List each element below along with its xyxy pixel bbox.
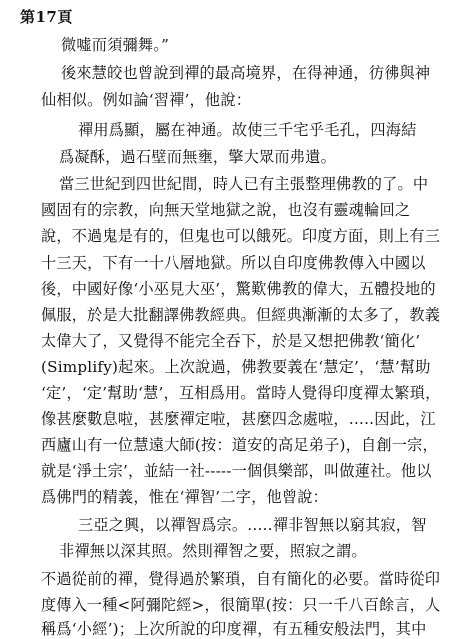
- text-line: 太偉大了，又覺得不能完全吞下，於是又想把佛教‘簡化’: [41, 332, 421, 350]
- text-line: 後來慧皎也曾說到禪的最高境界，在得神通，彷彿與神: [61, 64, 431, 82]
- page-header: 第17頁: [20, 8, 73, 26]
- text-line: 稱爲‘小經’)；上次所說的印度禪，有五種安般法門，其中: [41, 620, 427, 638]
- text-line: 仙相似。例如論‘習禪’，他說：: [41, 91, 252, 109]
- text-line: 說，不過鬼是有的，但鬼也可以餓死。印度方面，則上有三: [41, 227, 441, 245]
- text-line: 像甚麼數息啦，甚麼禪定啦，甚麼四念處啦，…..因此，江: [41, 410, 436, 428]
- text-line: 就是‘淨土宗’，並結一社-----一個俱樂部，叫做蓮社。他以: [41, 462, 432, 480]
- text-line: 後，中國好像‘小巫見大巫’，驚歎佛教的偉大，五體投地的: [41, 280, 436, 298]
- text-line: ‘定’，‘定’幫助‘慧’，互相爲用。當時人覺得印度禪太繁瑣，: [41, 384, 441, 402]
- text-line: 西廬山有一位慧遠大師(按：道安的高足弟子)，自創一宗，: [41, 436, 438, 454]
- text-line: 國固有的宗教，向無天堂地獄之說，也沒有靈魂輪回之: [41, 201, 411, 219]
- text-line: 微噓而須彌舞。”: [61, 36, 170, 54]
- text-line: 度傳入一種<阿彌陀經>，很簡單(按：只一千八百餘言，人: [41, 596, 441, 614]
- quote-line: 禪用爲顯，屬在神通。故使三千宅乎毛孔，四海結: [78, 121, 417, 139]
- text-line: 爲佛門的精義，惟在‘禪智’二字，他曾說：: [41, 488, 329, 506]
- quote-line: 非禪無以深其照。然則禪智之要，照寂之謂。: [59, 542, 367, 560]
- text-line: (Simplify)起來。上次說過，佛教要義在‘慧定’，‘慧’幫助: [41, 358, 431, 376]
- quote-line: 爲凝酥，過石壁而無壅，擎大眾而弗遺。: [59, 148, 336, 166]
- text-line: 當三世紀到四世紀間，時人已有主張整理佛教的了。中: [59, 175, 429, 193]
- quote-line: 三亞之興，以禪智爲宗。…..禪非智無以窮其寂，智: [78, 516, 427, 534]
- text-line: 不過從前的禪，覺得過於繁瑣，自有簡化的必要。當時從印: [41, 570, 441, 588]
- text-line: 十三天，下有一十八層地獄。所以自印度佛教傳入中國以: [41, 254, 426, 272]
- text-line: 佩服，於是大批翻譯佛教經典。但經典漸漸的太多了，教義: [41, 306, 441, 324]
